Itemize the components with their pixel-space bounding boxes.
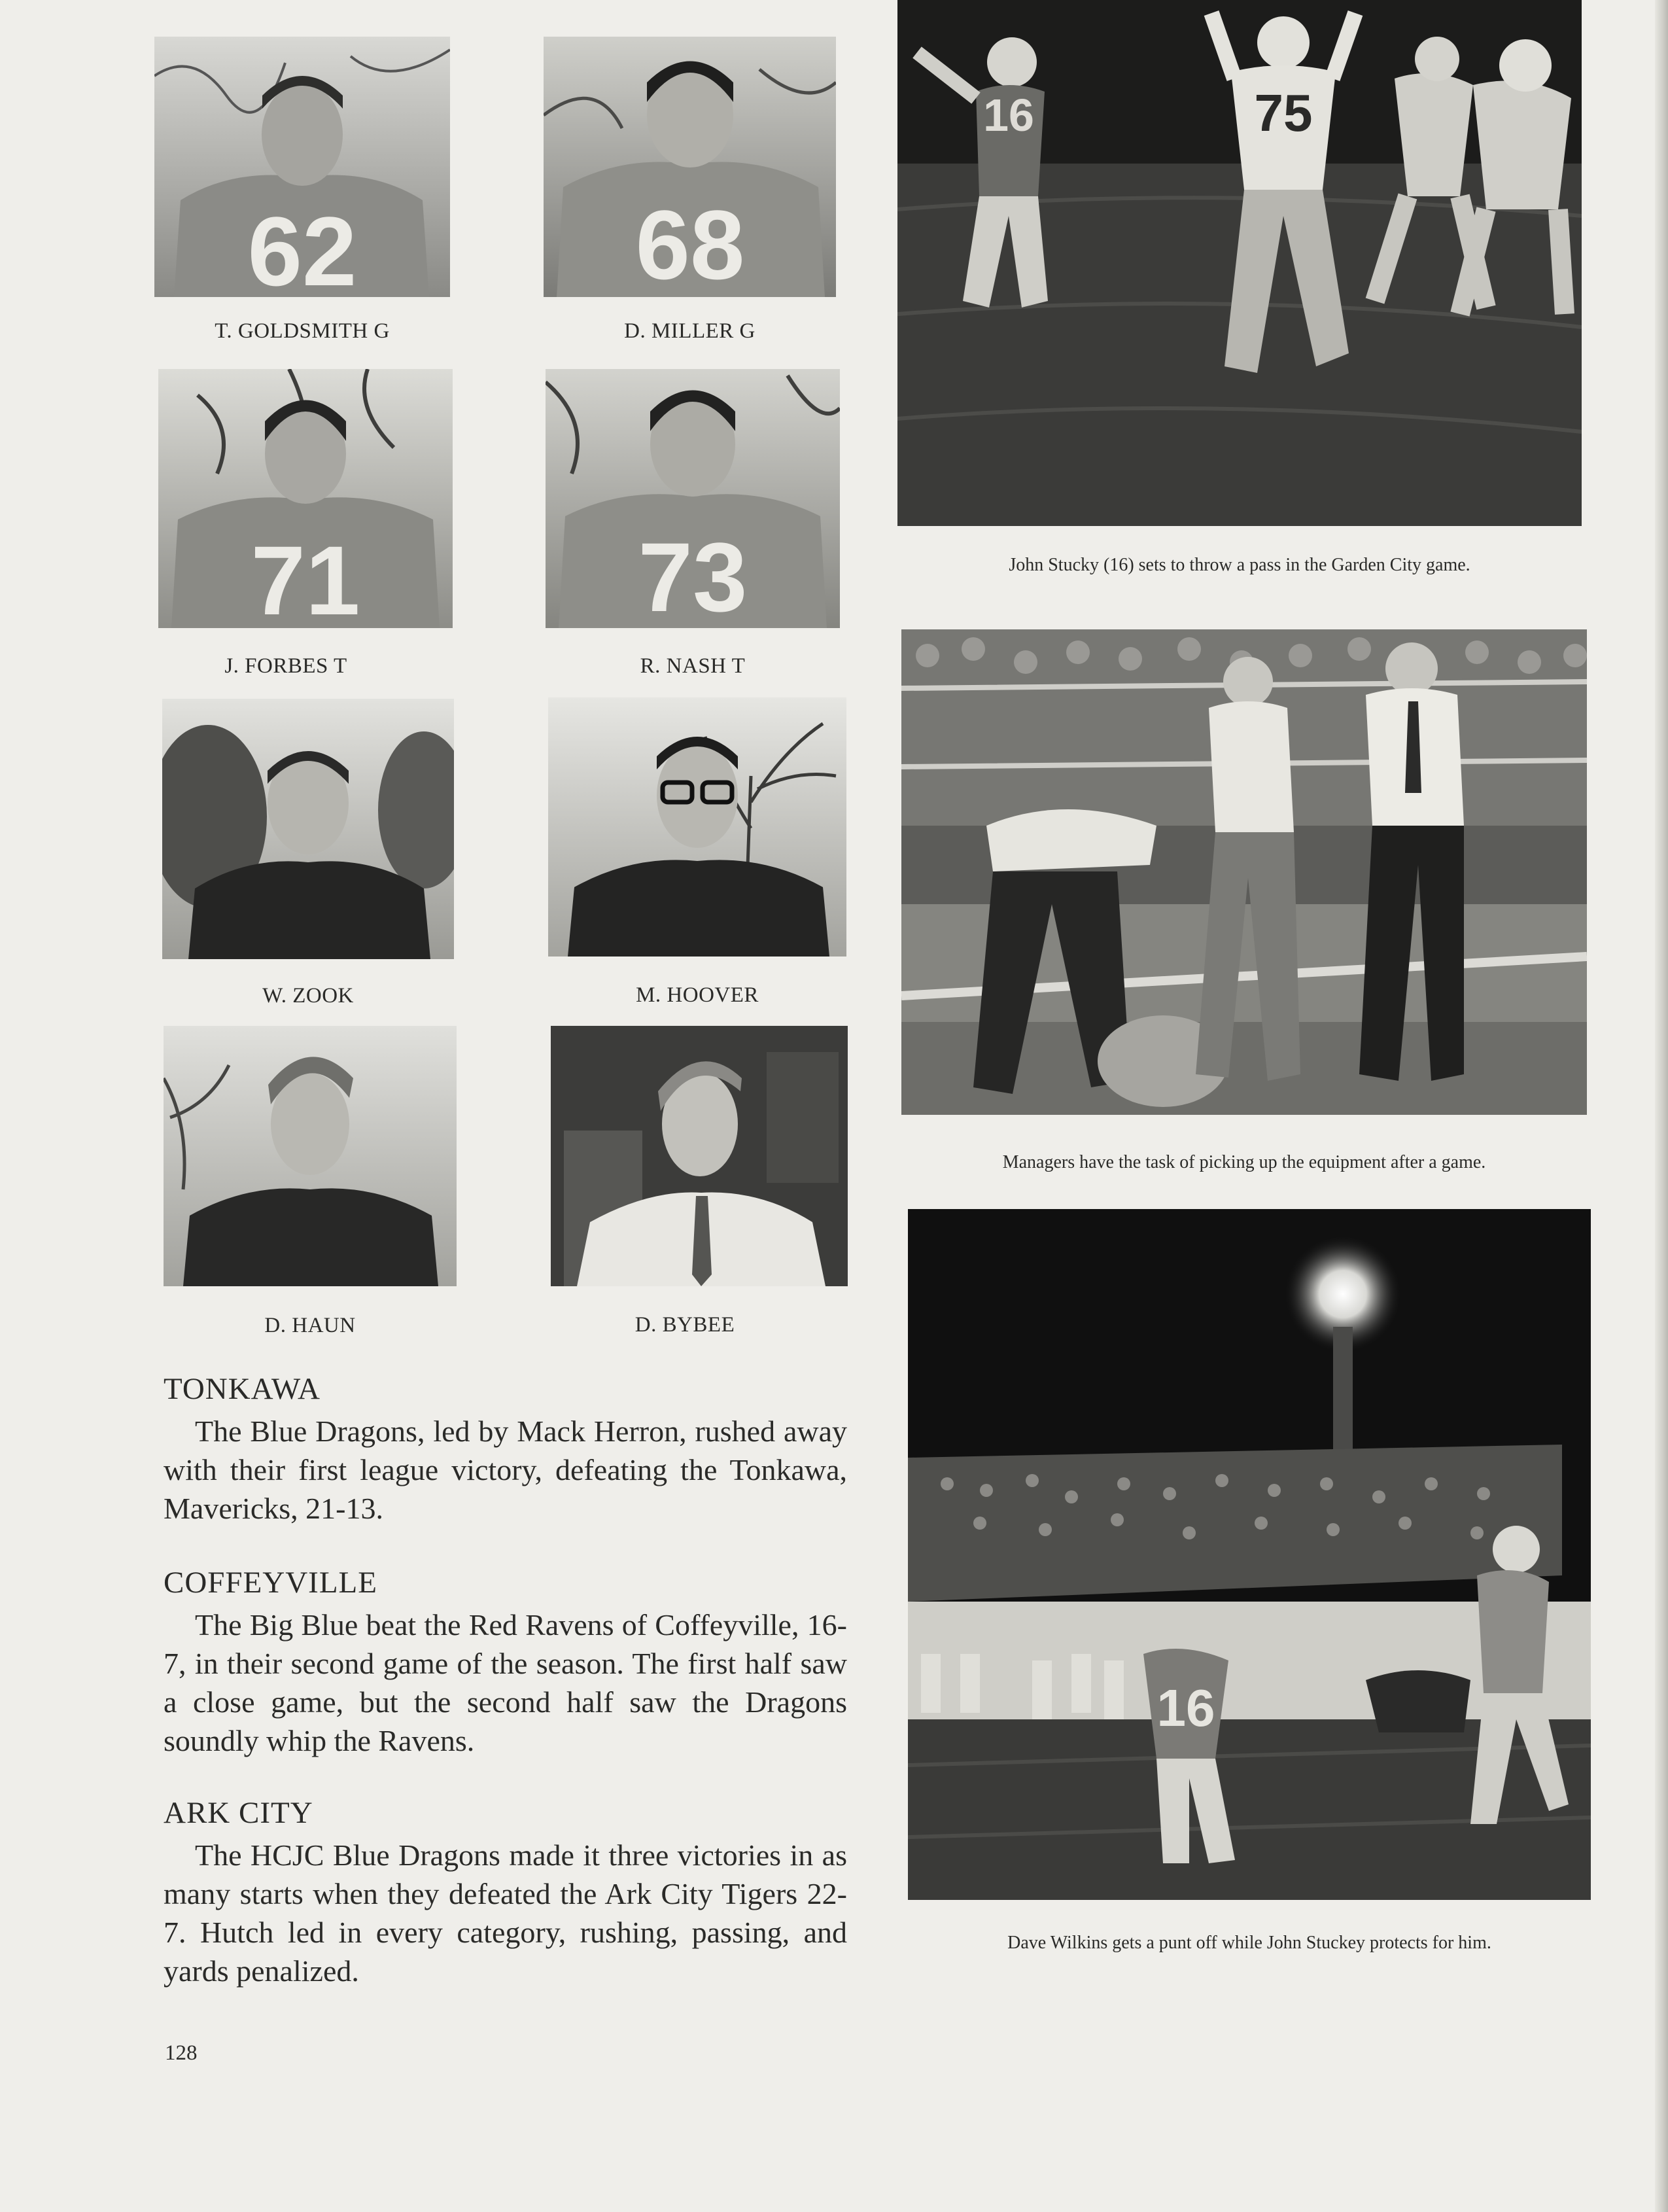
portrait-caption: M. HOOVER — [636, 983, 759, 1007]
portrait-caption: J. FORBES T — [224, 654, 347, 678]
portrait-photo-miller — [544, 37, 836, 297]
action-photo-punt — [908, 1209, 1591, 1900]
action-photo-pass — [897, 0, 1582, 526]
portrait-photo-bybee — [551, 1026, 848, 1286]
action-photo-managers — [901, 629, 1587, 1115]
page-number: 128 — [165, 2041, 198, 2065]
portrait-photo-zook — [162, 699, 454, 959]
portrait-photo-forbes — [158, 369, 453, 628]
article-body-coffeyville: The Big Blue beat the Red Ravens of Coffeyville, 16-7, in their second game of the season. The first half saw a close game, but the second half saw the Dragons soundly whip the Ravens. — [164, 1608, 847, 1757]
action-photo-caption: Managers have the task of picking up the equipment after a game. — [1002, 1152, 1486, 1172]
article-body-ark-city: The HCJC Blue Dragons made it three victories in as many starts when they defeated the Ark City Tigers 22-7. Hutch led in every category, rushing, passing, and yards penalized. — [164, 1838, 847, 1988]
jersey-number: 16 — [1156, 1679, 1215, 1737]
article-heading-coffeyville: COFFEYVILLE — [164, 1566, 377, 1600]
portrait-caption: D. BYBEE — [634, 1313, 735, 1337]
jersey-number: 71 — [251, 525, 360, 628]
portrait-caption: T. GOLDSMITH G — [215, 319, 390, 343]
article-heading-tonkawa: TONKAWA — [164, 1372, 321, 1406]
portrait-photo-nash — [546, 369, 840, 628]
portrait-photo-haun — [164, 1026, 457, 1286]
action-photo-caption: John Stucky (16) sets to throw a pass in the Garden City game. — [1009, 555, 1470, 575]
portrait-caption: R. NASH T — [640, 654, 746, 678]
jersey-number: 75 — [1254, 84, 1313, 142]
jersey-number: 73 — [638, 522, 748, 628]
jersey-number: 62 — [247, 196, 357, 297]
action-photo-caption: Dave Wilkins gets a punt off while John Stuckey protects for him. — [1007, 1933, 1491, 1953]
portrait-caption: W. ZOOK — [262, 984, 354, 1008]
portrait-caption: D. MILLER G — [624, 319, 756, 343]
jersey-number: 68 — [635, 190, 745, 297]
portrait-photo-goldsmith — [154, 37, 450, 297]
article-body-tonkawa: The Blue Dragons, led by Mack Herron, rushed away with their first league victory, defeating the Tonkawa, Mavericks, 21-13. — [164, 1414, 847, 1525]
portrait-caption: D. HAUN — [264, 1314, 356, 1337]
article-heading-ark-city: ARK CITY — [164, 1796, 313, 1830]
page-edge — [1655, 0, 1668, 2212]
jersey-number: 16 — [983, 90, 1034, 141]
portrait-photo-hoover — [548, 697, 846, 957]
